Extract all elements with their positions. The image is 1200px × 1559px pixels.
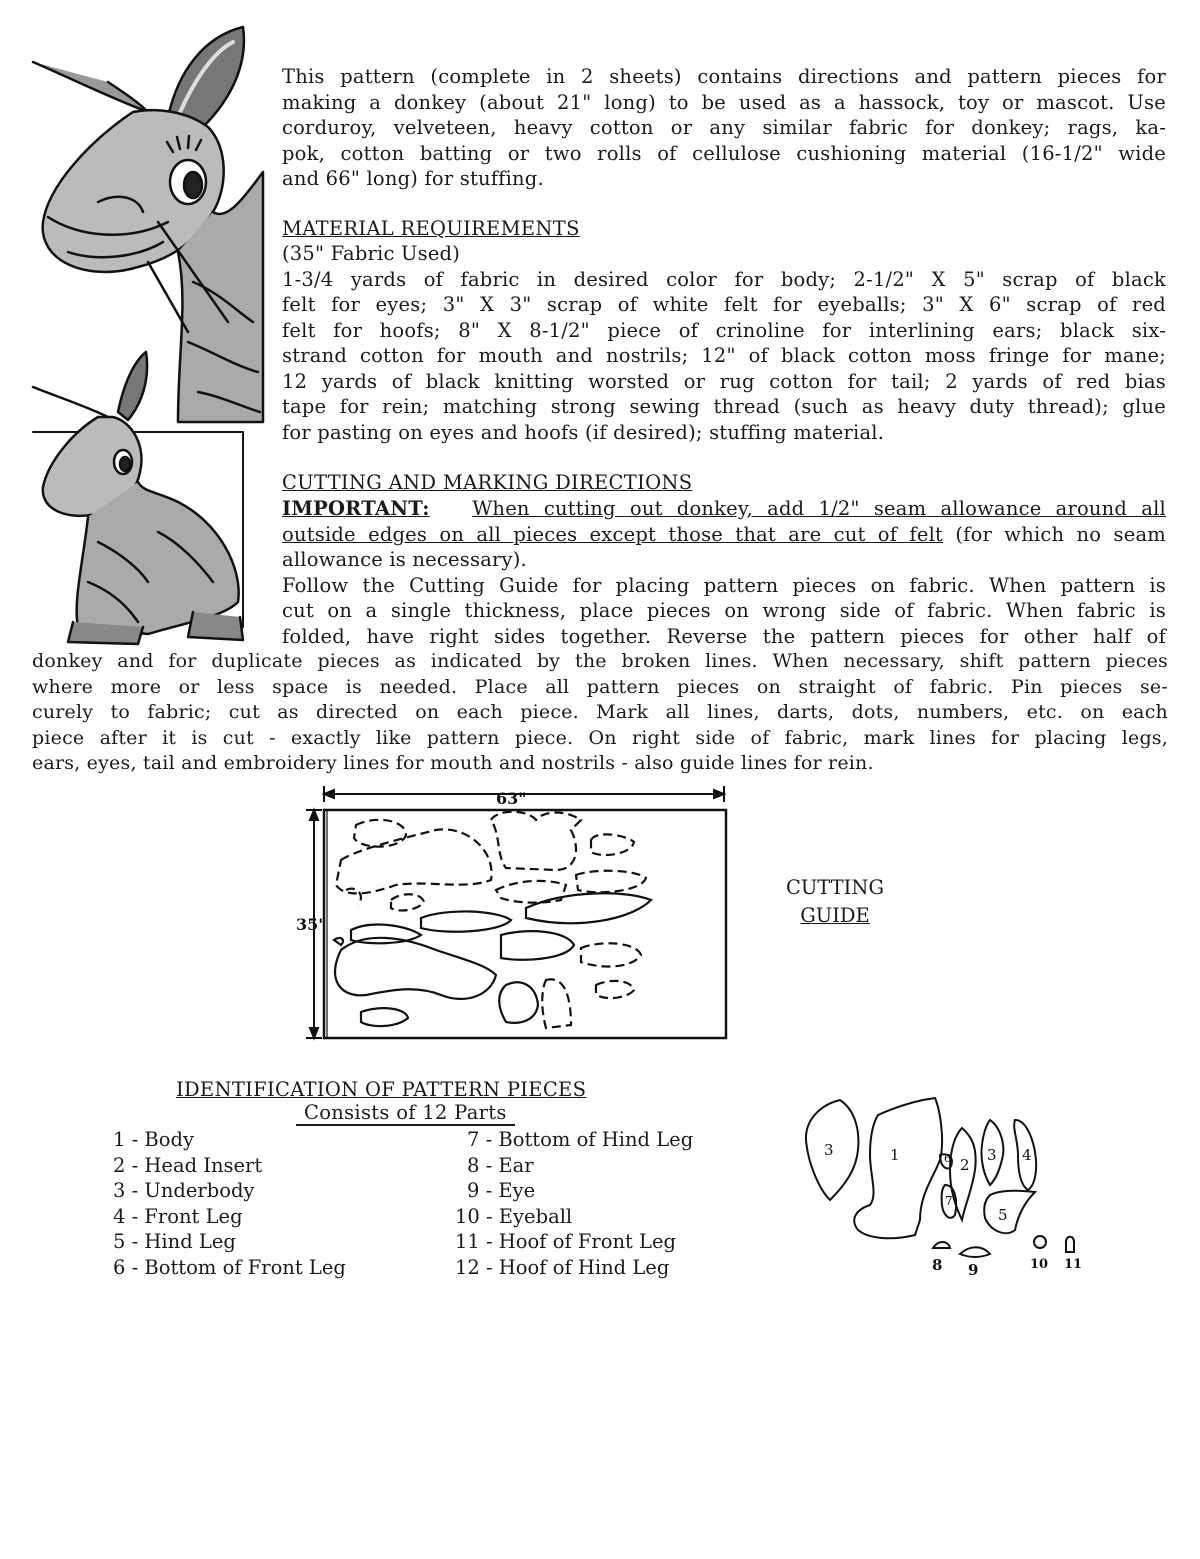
intro-line: making a donkey (about 21" long) to be used as a hassock, toy or mascot. Use (282, 90, 1166, 114)
list-item: 8 - Ear (467, 1153, 534, 1177)
list-item: 2 - Head Insert (113, 1153, 263, 1177)
list-item: 1 - Body (113, 1128, 194, 1151)
piece-label: 5 (998, 1206, 1008, 1224)
cutting-guide-caption-line1: CUTTING (785, 876, 885, 899)
piece-label: 9 (968, 1261, 979, 1279)
piece-label: 8 (932, 1256, 943, 1274)
intro-paragraph (282, 64, 1166, 192)
cutting-line: piece after it is cut - exactly like pattern piece. On right side of fabric, mark lines for placing legs, (32, 726, 1168, 749)
important-underlined-1: When cutting out donkey, add 1/2" seam allowance around all (472, 497, 1166, 520)
list-item: 4 - Front Leg (113, 1204, 243, 1228)
important-tail: (for which no seam (943, 522, 1166, 546)
height-dimension-label: 35" (296, 915, 327, 934)
cutting-guide-caption (770, 874, 900, 930)
cutting-line: cut on a single thickness, place pieces on wrong side of fabric. When fabric is (282, 599, 1166, 622)
identification-list-right (455, 1127, 693, 1280)
cutting-line: Follow the Cutting Guide for placing pattern pieces on fabric. When pattern is (282, 573, 1166, 597)
fabric-used-note: (35" Fabric Used) (282, 242, 461, 265)
identification-subheading: Consists of 12 Parts (296, 1102, 515, 1126)
cutting-guide-diagram (296, 780, 736, 1050)
intro-line: This pattern (complete in 2 sheets) contains directions and pattern pieces for (282, 65, 1166, 88)
material-line: strand cotton for mouth and nostrils; 12" of black cotton moss fringe for mane; (282, 344, 1166, 367)
material-line: felt for hoofs; 8" X 8-1/2" piece of crinoline for interlining ears; black six- (282, 318, 1166, 342)
list-item: 9 - Eye (467, 1179, 536, 1202)
important-underlined-2: outside edges on all pieces except those that are cut of felt (282, 522, 944, 546)
list-item: 7 - Bottom of Hind Leg (467, 1128, 694, 1151)
piece-label: 11 (1064, 1257, 1083, 1272)
material-requirements-block (282, 241, 1166, 445)
cutting-directions-wide (32, 649, 1168, 777)
material-requirements-heading: MATERIAL REQUIREMENTS (282, 217, 580, 240)
piece-label: 4 (1022, 1146, 1032, 1164)
intro-line: corduroy, velveteen, heavy cotton or any similar fabric for donkey; rags, ka- (282, 116, 1166, 139)
material-line: felt for eyes; 3" X 3" scrap of white felt for eyeballs; 3" X 6" scrap of red (282, 293, 1166, 316)
piece-label: 1 (890, 1146, 900, 1164)
cutting-line: curely to fabric; cut as directed on each piece. Mark all lines, darts, dots, numbers, etc. on each (32, 701, 1168, 723)
important-line-1 (282, 496, 1166, 522)
identification-list-left (113, 1127, 346, 1280)
list-item: 5 - Hind Leg (113, 1230, 236, 1253)
identification-heading: IDENTIFICATION OF PATTERN PIECES (176, 1078, 587, 1101)
cutting-guide-caption-line2: GUIDE (800, 904, 870, 927)
material-line: tape for rein; matching strong sewing thread (such as heavy duty thread); glue (282, 395, 1166, 418)
cutting-line: where more or less space is needed. Place all pattern pieces on straight of fabric. Pin pieces se- (32, 675, 1168, 698)
piece-label: 7 (945, 1194, 953, 1208)
piece-label: 2 (960, 1156, 970, 1174)
piece-label: 3 (987, 1146, 997, 1164)
cutting-line: donkey and for duplicate pieces as indicated by the broken lines. When necessary, shift pattern pieces (32, 650, 1168, 672)
piece-label: 10 (1030, 1257, 1049, 1272)
cutting-line: ears, eyes, tail and embroidery lines for mouth and nostrils - also guide lines for rein. (32, 752, 874, 774)
important-line-3: allowance is necessary). (282, 548, 527, 571)
cutting-directions-block (282, 496, 1166, 649)
intro-line: and 66" long) for stuffing. (282, 167, 544, 190)
list-item: 12 - Hoof of Hind Leg (455, 1255, 670, 1279)
width-dimension-label: 63" (496, 789, 527, 808)
material-line: 1-3/4 yards of fabric in desired color for body; 2-1/2" X 5" scrap of black (282, 267, 1166, 291)
material-line: 12 yards of black knitting worsted or rug cotton for tail; 2 yards of red bias (282, 369, 1166, 393)
cutting-line: folded, have right sides together. Reverse the pattern pieces for other half of (282, 624, 1166, 648)
piece-label: 3 (824, 1141, 834, 1159)
list-item: 6 - Bottom of Front Leg (113, 1255, 346, 1279)
material-line: for pasting on eyes and hoofs (if desired); stuffing material. (282, 420, 885, 444)
list-item: 3 - Underbody (113, 1179, 255, 1202)
list-item: 11 - Hoof of Front Leg (455, 1230, 677, 1253)
piece-label: 6 (944, 1152, 951, 1165)
cutting-directions-heading: CUTTING AND MARKING DIRECTIONS (282, 471, 693, 494)
important-line-2 (282, 522, 1166, 548)
list-item: 10 - Eyeball (455, 1204, 573, 1228)
important-label: IMPORTANT: (282, 497, 430, 520)
donkey-illustration (28, 22, 268, 647)
pattern-pieces-diagram (800, 1090, 1100, 1290)
intro-line: pok, cotton batting or two rolls of cellulose cushioning material (16-1/2" wide (282, 141, 1166, 165)
